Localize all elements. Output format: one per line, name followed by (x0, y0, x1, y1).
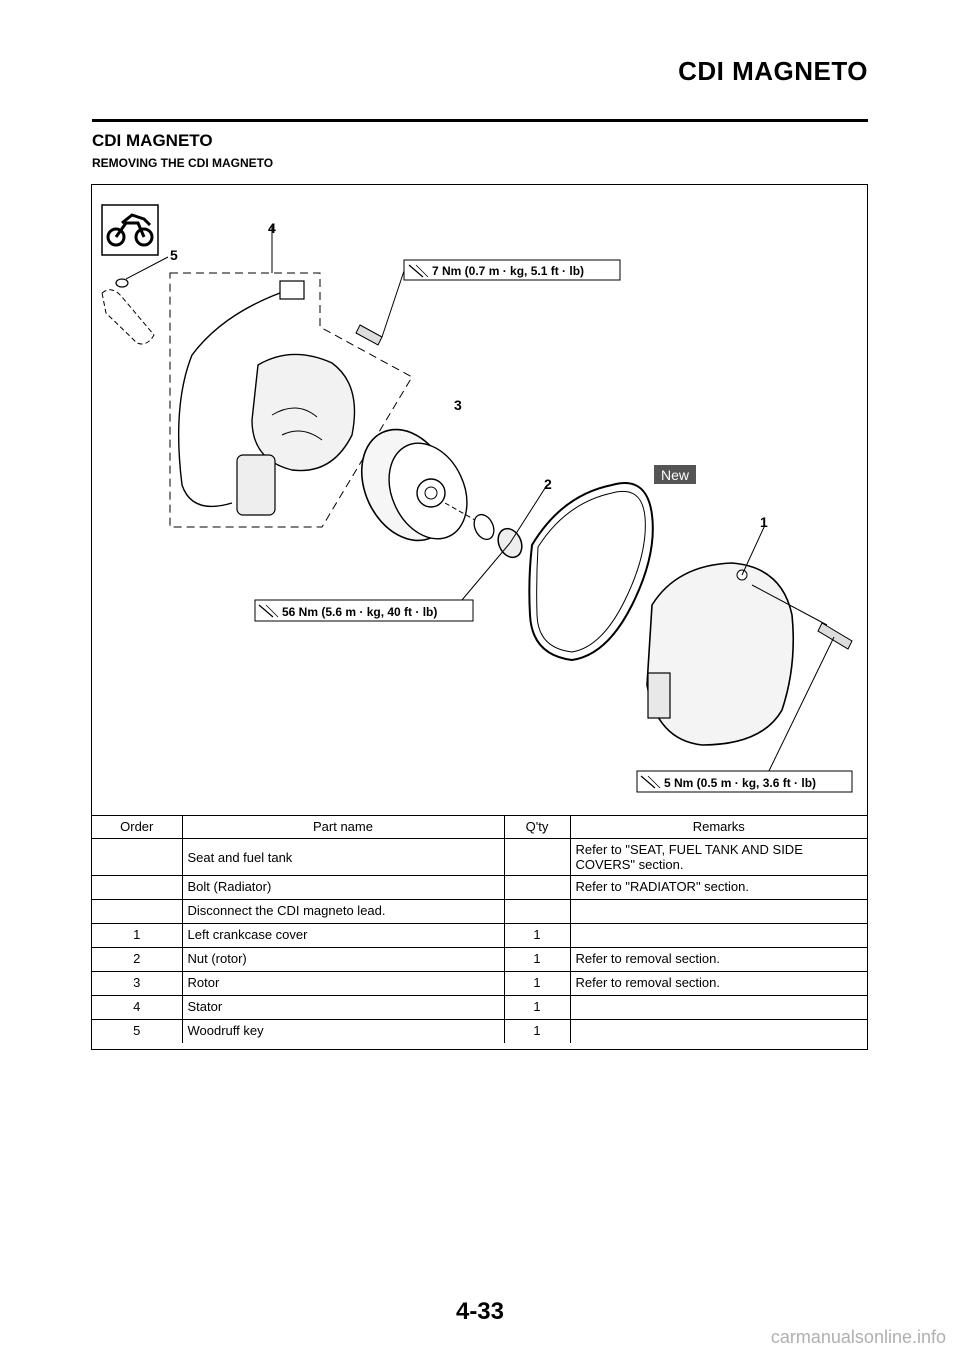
parts-table (92, 815, 867, 1043)
column-header-remarks: Remarks (570, 816, 867, 839)
section-title: CDI MAGNETO (92, 131, 213, 150)
gasket-part (529, 483, 652, 660)
callout-5: 5 (170, 247, 178, 263)
order-cell (92, 900, 182, 924)
qty-cell: 1 (504, 996, 570, 1020)
table-row (92, 839, 867, 876)
table-row (92, 900, 867, 924)
stator-bolt-part (356, 271, 404, 345)
part-name-cell: Stator (182, 996, 504, 1020)
order-cell: 3 (92, 972, 182, 996)
page-number: 4-33 (455, 1298, 505, 1325)
callout-3: 3 (454, 397, 462, 413)
qty-cell: 1 (504, 948, 570, 972)
remarks-cell (570, 996, 867, 1020)
watermark: carmanualsonline.info (770, 1327, 946, 1347)
qty-cell: 1 (504, 924, 570, 948)
torque-value-rotor: 56 Nm (5.6 m · kg, 40 ft · lb) (282, 605, 438, 619)
remarks-cell: Refer to removal section. (570, 972, 867, 996)
exploded-diagram (92, 185, 867, 815)
order-cell: 2 (92, 948, 182, 972)
order-cell (92, 876, 182, 900)
new-badge-label: New (660, 467, 690, 483)
torque-label-cover (637, 771, 852, 792)
remarks-cell (570, 900, 867, 924)
qty-cell (504, 839, 570, 876)
order-cell (92, 839, 182, 876)
section-subtitle: REMOVING THE CDI MAGNETO (92, 156, 274, 170)
qty-cell (504, 900, 570, 924)
torque-value-cover: 5 Nm (0.5 m · kg, 3.6 ft · lb) (664, 776, 817, 790)
part-name-cell: Bolt (Radiator) (182, 876, 504, 900)
remarks-cell: Refer to removal section. (570, 948, 867, 972)
remarks-cell: Refer to "RADIATOR" section. (570, 876, 867, 900)
order-cell: 5 (92, 1020, 182, 1044)
table-row (92, 1020, 867, 1044)
motorcycle-icon (102, 205, 158, 255)
callout-2: 2 (544, 476, 552, 492)
part-name-cell: Nut (rotor) (182, 948, 504, 972)
callout-1: 1 (760, 514, 768, 530)
torque-label-rotor (255, 600, 473, 621)
table-row (92, 924, 867, 948)
table-header-row (92, 816, 867, 839)
remarks-cell: Refer to "SEAT, FUEL TANK AND SIDE COVERS" section. (570, 839, 867, 876)
table-row (92, 948, 867, 972)
remarks-cell (570, 1020, 867, 1044)
table-row (92, 996, 867, 1020)
part-name-cell: Woodruff key (182, 1020, 504, 1044)
new-badge (654, 465, 696, 484)
crankcase-cover-part (647, 525, 852, 775)
qty-cell: 1 (504, 972, 570, 996)
table-row (92, 876, 867, 900)
rotor-part (344, 415, 481, 556)
qty-cell (504, 876, 570, 900)
column-header-order: Order (92, 816, 182, 839)
part-name-cell: Left crankcase cover (182, 924, 504, 948)
remarks-cell (570, 924, 867, 948)
header-title: CDI MAGNETO (678, 56, 868, 86)
woodruff-key-part (102, 257, 168, 344)
callout-4: 4 (268, 220, 276, 236)
qty-cell: 1 (504, 1020, 570, 1044)
torque-value-stator: 7 Nm (0.7 m · kg, 5.1 ft · lb) (432, 264, 585, 278)
part-name-cell: Disconnect the CDI magneto lead. (182, 900, 504, 924)
part-name-cell: Seat and fuel tank (182, 839, 504, 876)
part-name-cell: Rotor (182, 972, 504, 996)
order-cell: 4 (92, 996, 182, 1020)
header-rule (92, 119, 868, 122)
order-cell: 1 (92, 924, 182, 948)
table-row (92, 972, 867, 996)
column-header-part-name: Part name (182, 816, 504, 839)
torque-label-stator (404, 260, 620, 280)
column-header-qty: Q'ty (504, 816, 570, 839)
